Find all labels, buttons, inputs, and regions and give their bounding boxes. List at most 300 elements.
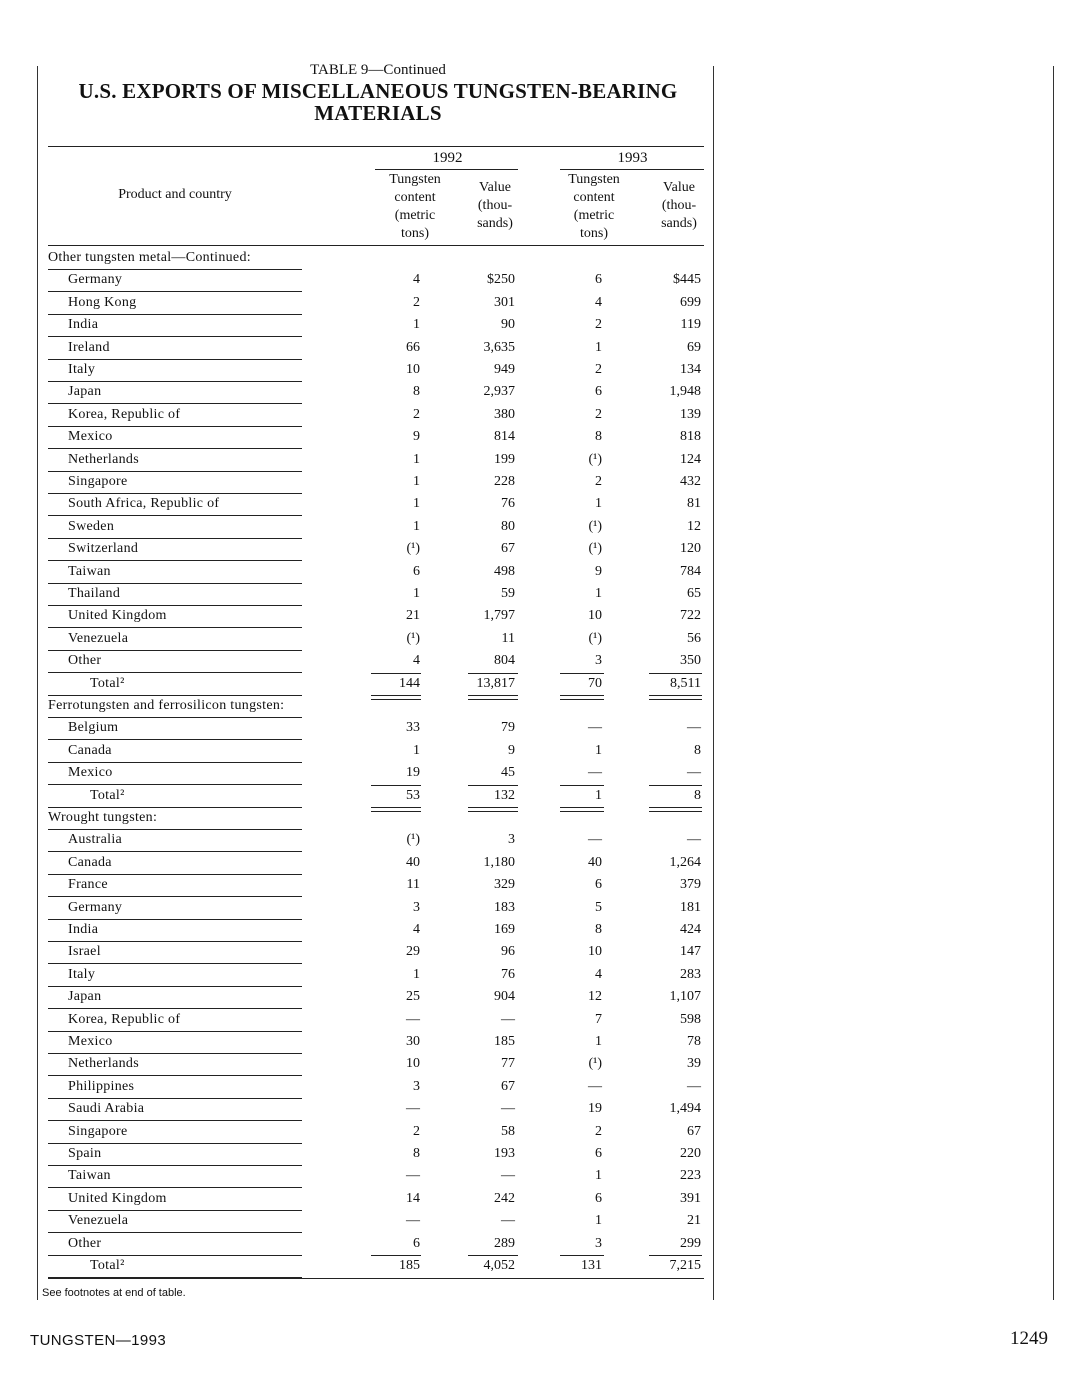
row-rule [48, 515, 302, 516]
cell-tungsten-1992: 53 [406, 788, 420, 803]
table-row [0, 741, 720, 763]
cell-tungsten-1993: 19 [588, 1101, 602, 1116]
header-text: sands) [661, 216, 697, 231]
cell-tungsten-1992: 4 [413, 653, 420, 668]
cell-tungsten-1992: 10 [406, 1056, 420, 1071]
row-rule [48, 672, 302, 673]
cell-value-1993: 1,948 [669, 384, 701, 399]
cell-value-1992: — [501, 1101, 515, 1116]
cell-value-1992: 169 [494, 922, 515, 937]
country-label: Saudi Arabia [68, 1101, 145, 1116]
country-label: Canada [68, 743, 112, 758]
cell-tungsten-1992: 3 [413, 1079, 420, 1094]
row-rule [48, 784, 302, 785]
cell-tungsten-1992: 144 [399, 676, 420, 691]
footnote: See footnotes at end of table. [42, 1287, 186, 1299]
table-row [0, 472, 720, 494]
country-label: India [68, 317, 99, 332]
row-rule [48, 627, 302, 628]
cell-tungsten-1993: 1 [595, 1034, 602, 1049]
cell-value-1992: 183 [494, 900, 515, 915]
cell-tungsten-1993: — [588, 832, 602, 847]
total-label: Total² [90, 1258, 125, 1273]
cell-value-1993: 139 [680, 407, 701, 422]
bottom-rule [48, 1278, 704, 1279]
sum-rule [371, 1255, 421, 1256]
cell-tungsten-1993: 70 [588, 676, 602, 691]
cell-value-1993: 21 [687, 1213, 701, 1228]
table-row [0, 1166, 720, 1188]
cell-value-1993: 65 [687, 586, 701, 601]
cell-tungsten-1993: 2 [595, 362, 602, 377]
cell-tungsten-1993: 4 [595, 967, 602, 982]
table-row [0, 606, 720, 628]
table-row [0, 562, 720, 584]
cell-tungsten-1992: 1 [413, 967, 420, 982]
cell-value-1993: 1,494 [669, 1101, 701, 1116]
cell-value-1993: 432 [680, 474, 701, 489]
cell-value-1993: — [687, 1079, 701, 1094]
cell-value-1992: 949 [494, 362, 515, 377]
cell-value-1992: 3,635 [483, 340, 515, 355]
cell-tungsten-1992: 3 [413, 900, 420, 915]
cell-tungsten-1993: 8 [595, 429, 602, 444]
value-header-1992 [458, 179, 532, 233]
cell-tungsten-1993: 12 [588, 989, 602, 1004]
cell-tungsten-1992: 185 [399, 1258, 420, 1273]
cell-value-1993: 424 [680, 922, 701, 937]
header-text: (metric [573, 208, 615, 223]
total-row [0, 1256, 720, 1278]
cell-value-1993: — [687, 765, 701, 780]
country-label: Philippines [68, 1079, 135, 1094]
cell-tungsten-1993: 6 [595, 877, 602, 892]
cell-value-1993: 12 [687, 519, 701, 534]
cell-tungsten-1992: (¹) [406, 631, 420, 646]
tungsten-content-header-1992 [375, 171, 455, 243]
country-label: Germany [68, 272, 123, 287]
cell-tungsten-1992: 1 [413, 452, 420, 467]
row-rule [48, 403, 302, 404]
country-label: Korea, Republic of [68, 407, 181, 422]
table-row [0, 1099, 720, 1121]
value-header-1993 [642, 179, 716, 233]
cell-value-1992: 76 [501, 967, 515, 982]
cell-tungsten-1993: — [588, 765, 602, 780]
cell-tungsten-1993: 2 [595, 317, 602, 332]
cell-value-1992: 242 [494, 1191, 515, 1206]
cell-value-1992: 96 [501, 944, 515, 959]
cell-tungsten-1993: 6 [595, 272, 602, 287]
row-rule [48, 1008, 302, 1009]
cell-value-1992: 90 [501, 317, 515, 332]
country-label: South Africa, Republic of [68, 496, 220, 511]
cell-value-1993: 283 [680, 967, 701, 982]
country-label: Singapore [68, 1124, 128, 1139]
cell-tungsten-1992: 10 [406, 362, 420, 377]
cell-value-1993: 81 [687, 496, 701, 511]
cell-tungsten-1992: 66 [406, 340, 420, 355]
sum-rule [649, 785, 702, 786]
cell-tungsten-1992: (¹) [406, 541, 420, 556]
table-row [0, 1144, 720, 1166]
table-row [0, 763, 720, 785]
row-rule [48, 1232, 302, 1233]
cell-tungsten-1992: — [406, 1213, 420, 1228]
section-label: Other tungsten metal—Continued: [48, 250, 251, 265]
table-row [0, 293, 720, 315]
cell-value-1992: 2,937 [483, 384, 515, 399]
country-label: Mexico [68, 1034, 113, 1049]
total-label: Total² [90, 676, 125, 691]
cell-value-1993: 722 [680, 608, 701, 623]
country-label: France [68, 877, 108, 892]
cell-tungsten-1993: 2 [595, 474, 602, 489]
cell-tungsten-1992: 6 [413, 1236, 420, 1251]
country-label: United Kingdom [68, 608, 167, 623]
country-label: Venezuela [68, 631, 129, 646]
country-label: Israel [68, 944, 101, 959]
country-label: Taiwan [68, 1168, 111, 1183]
cell-tungsten-1993: 4 [595, 295, 602, 310]
cell-value-1993: 299 [680, 1236, 701, 1251]
table-row [0, 718, 720, 740]
product-country-header: Product and country [118, 187, 232, 202]
cell-value-1992: 193 [494, 1146, 515, 1161]
cell-value-1992: 77 [501, 1056, 515, 1071]
cell-value-1992: 289 [494, 1236, 515, 1251]
row-rule [48, 963, 302, 964]
sum-rule [560, 785, 604, 786]
header-bottom-rule [48, 245, 704, 246]
cell-tungsten-1992: 8 [413, 384, 420, 399]
cell-value-1992: 904 [494, 989, 515, 1004]
table-row [0, 987, 720, 1009]
cell-tungsten-1993: 1 [595, 743, 602, 758]
tungsten-content-header-1993 [554, 171, 634, 243]
cell-tungsten-1993: 3 [595, 1236, 602, 1251]
cell-value-1993: $445 [673, 272, 701, 287]
table-row [0, 539, 720, 561]
cell-value-1993: 379 [680, 877, 701, 892]
cell-tungsten-1992: 14 [406, 1191, 420, 1206]
cell-tungsten-1993: 6 [595, 1191, 602, 1206]
year-1992-rule [375, 169, 518, 170]
cell-tungsten-1992: 29 [406, 944, 420, 959]
cell-value-1992: 380 [494, 407, 515, 422]
cell-value-1992: 80 [501, 519, 515, 534]
row-rule [48, 1187, 302, 1188]
header-text: (thou- [477, 198, 513, 213]
cell-value-1992: 11 [501, 631, 515, 646]
cell-value-1993: 223 [680, 1168, 701, 1183]
table-row [0, 629, 720, 651]
table-row [0, 517, 720, 539]
country-label: Netherlands [68, 452, 139, 467]
cell-value-1993: 78 [687, 1034, 701, 1049]
title-line-1: U.S. EXPORTS OF MISCELLANEOUS TUNGSTEN-BEARING [78, 79, 678, 103]
country-label: India [68, 922, 99, 937]
cell-tungsten-1993: 9 [595, 564, 602, 579]
cell-value-1992: 67 [501, 1079, 515, 1094]
cell-value-1992: 301 [494, 295, 515, 310]
section-header-row [0, 696, 720, 718]
section-header-row [0, 248, 720, 270]
cell-tungsten-1993: 1 [595, 788, 602, 803]
table-row [0, 338, 720, 360]
cell-tungsten-1993: 40 [588, 855, 602, 870]
cell-tungsten-1992: 9 [413, 429, 420, 444]
cell-value-1992: 13,817 [476, 676, 515, 691]
country-label: Spain [68, 1146, 102, 1161]
header-text: (thou- [661, 198, 697, 213]
cell-value-1992: 79 [501, 720, 515, 735]
table-title [0, 80, 756, 124]
cell-value-1993: 124 [680, 452, 701, 467]
row-rule [48, 448, 302, 449]
cell-tungsten-1993: 3 [595, 653, 602, 668]
cell-value-1992: 185 [494, 1034, 515, 1049]
country-label: Italy [68, 967, 96, 982]
cell-tungsten-1992: 4 [413, 272, 420, 287]
year-1992: 1992 [432, 150, 463, 166]
row-rule [48, 1120, 302, 1121]
cell-tungsten-1993: 1 [595, 340, 602, 355]
cell-tungsten-1993: 1 [595, 1168, 602, 1183]
cell-tungsten-1992: 2 [413, 407, 420, 422]
country-label: Mexico [68, 429, 113, 444]
cell-tungsten-1992: — [406, 1168, 420, 1183]
cell-tungsten-1992: 21 [406, 608, 420, 623]
cell-value-1993: 147 [680, 944, 701, 959]
cell-tungsten-1992: (¹) [406, 832, 420, 847]
cell-value-1992: — [501, 1213, 515, 1228]
cell-tungsten-1993: 1 [595, 496, 602, 511]
header-text: Value [663, 180, 695, 195]
table-row [0, 965, 720, 987]
table-row [0, 875, 720, 897]
cell-value-1992: 76 [501, 496, 515, 511]
table-row [0, 427, 720, 449]
cell-tungsten-1993: (¹) [588, 541, 602, 556]
cell-tungsten-1992: 40 [406, 855, 420, 870]
header-text: Value [479, 180, 511, 195]
table-row [0, 584, 720, 606]
table-row [0, 494, 720, 516]
cell-tungsten-1993: (¹) [588, 631, 602, 646]
cell-value-1993: 39 [687, 1056, 701, 1071]
cell-tungsten-1993: 8 [595, 922, 602, 937]
country-label: Germany [68, 900, 123, 915]
cell-value-1993: 220 [680, 1146, 701, 1161]
cell-tungsten-1993: 5 [595, 900, 602, 915]
page-right-border [1053, 66, 1054, 1300]
cell-value-1992: 1,180 [483, 855, 515, 870]
cell-tungsten-1992: 1 [413, 496, 420, 511]
table-row [0, 651, 720, 673]
cell-tungsten-1992: 2 [413, 295, 420, 310]
country-label: Mexico [68, 765, 113, 780]
total-label: Total² [90, 788, 125, 803]
cell-tungsten-1992: 2 [413, 1124, 420, 1139]
country-label: Sweden [68, 519, 115, 534]
sum-rule [371, 673, 421, 674]
cell-tungsten-1993: 10 [588, 944, 602, 959]
cell-value-1993: 818 [680, 429, 701, 444]
cell-value-1993: 784 [680, 564, 701, 579]
header-text: content [573, 190, 615, 205]
cell-tungsten-1992: 19 [406, 765, 420, 780]
cell-value-1993: 8 [694, 743, 701, 758]
sum-rule [468, 1255, 518, 1256]
sum-rule [649, 673, 702, 674]
cell-tungsten-1993: 2 [595, 1124, 602, 1139]
country-label: Switzerland [68, 541, 139, 556]
table-row [0, 1211, 720, 1233]
title-line-2: MATERIALS [314, 101, 442, 125]
country-label: United Kingdom [68, 1191, 167, 1206]
cell-tungsten-1992: 6 [413, 564, 420, 579]
cell-tungsten-1992: — [406, 1012, 420, 1027]
cell-value-1993: — [687, 720, 701, 735]
cell-value-1992: — [501, 1168, 515, 1183]
country-label: Ireland [68, 340, 110, 355]
cell-tungsten-1993: 2 [595, 407, 602, 422]
row-rule [48, 739, 302, 740]
cell-tungsten-1992: 1 [413, 743, 420, 758]
header-text: Tungsten [389, 172, 441, 187]
sum-rule [560, 1255, 604, 1256]
cell-tungsten-1992: 8 [413, 1146, 420, 1161]
section-label: Ferrotungsten and ferrosilicon tungsten: [48, 698, 285, 713]
header-top-rule [48, 146, 704, 147]
cell-tungsten-1993: 1 [595, 586, 602, 601]
country-label: Taiwan [68, 564, 111, 579]
table-row [0, 1234, 720, 1256]
cell-value-1993: 120 [680, 541, 701, 556]
cell-tungsten-1993: (¹) [588, 519, 602, 534]
cell-value-1992: 58 [501, 1124, 515, 1139]
table-row [0, 853, 720, 875]
cell-tungsten-1993: — [588, 1079, 602, 1094]
cell-tungsten-1992: 4 [413, 922, 420, 937]
table-row [0, 898, 720, 920]
cell-value-1992: 3 [508, 832, 515, 847]
cell-value-1992: $250 [487, 272, 515, 287]
header-text: content [394, 190, 436, 205]
cell-value-1993: 699 [680, 295, 701, 310]
country-label: Japan [68, 384, 102, 399]
country-label: Australia [68, 832, 123, 847]
total-row [0, 674, 720, 696]
header-text: tons) [580, 226, 608, 241]
total-row [0, 786, 720, 808]
cell-tungsten-1992: 1 [413, 317, 420, 332]
cell-value-1993: 7,215 [669, 1258, 701, 1273]
table-caption: TABLE 9—Continued [310, 62, 446, 78]
country-label: Venezuela [68, 1213, 129, 1228]
cell-value-1993: 391 [680, 1191, 701, 1206]
cell-value-1992: 67 [501, 541, 515, 556]
section-header-row [0, 808, 720, 830]
cell-tungsten-1993: (¹) [588, 452, 602, 467]
cell-tungsten-1992: 1 [413, 519, 420, 534]
cell-value-1992: 9 [508, 743, 515, 758]
cell-tungsten-1992: 11 [406, 877, 420, 892]
cell-value-1993: 598 [680, 1012, 701, 1027]
table-row [0, 942, 720, 964]
table-row [0, 270, 720, 292]
row-rule [48, 336, 302, 337]
cell-tungsten-1992: — [406, 1101, 420, 1116]
cell-value-1993: 56 [687, 631, 701, 646]
cell-value-1992: 1,797 [483, 608, 515, 623]
table-row [0, 360, 720, 382]
cell-value-1993: 350 [680, 653, 701, 668]
cell-value-1993: 181 [680, 900, 701, 915]
cell-value-1992: 45 [501, 765, 515, 780]
row-rule [48, 560, 302, 561]
cell-tungsten-1993: 6 [595, 1146, 602, 1161]
table-row [0, 315, 720, 337]
table-row [0, 1032, 720, 1054]
table-row [0, 405, 720, 427]
country-label: Other [68, 1236, 102, 1251]
cell-tungsten-1993: 7 [595, 1012, 602, 1027]
year-1993: 1993 [617, 150, 648, 166]
cell-value-1992: 199 [494, 452, 515, 467]
cell-value-1993: 1,264 [669, 855, 701, 870]
cell-value-1992: — [501, 1012, 515, 1027]
table-row [0, 450, 720, 472]
cell-value-1993: 69 [687, 340, 701, 355]
country-label: Korea, Republic of [68, 1012, 181, 1027]
sum-rule [371, 785, 421, 786]
cell-tungsten-1993: 1 [595, 1213, 602, 1228]
cell-tungsten-1993: 131 [581, 1258, 602, 1273]
cell-value-1992: 228 [494, 474, 515, 489]
country-label: Hong Kong [68, 295, 137, 310]
cell-tungsten-1992: 30 [406, 1034, 420, 1049]
country-label: Japan [68, 989, 102, 1004]
row-rule [48, 1075, 302, 1076]
country-label: Canada [68, 855, 112, 870]
cell-value-1992: 329 [494, 877, 515, 892]
cell-tungsten-1993: — [588, 720, 602, 735]
cell-value-1993: 8,511 [670, 676, 701, 691]
row-rule [48, 291, 302, 292]
sum-rule [468, 785, 518, 786]
country-label: Belgium [68, 720, 119, 735]
table-row [0, 920, 720, 942]
cell-tungsten-1993: 10 [588, 608, 602, 623]
sum-rule [649, 1255, 702, 1256]
cell-value-1993: 134 [680, 362, 701, 377]
table-row [0, 382, 720, 404]
cell-value-1993: 67 [687, 1124, 701, 1139]
cell-value-1993: 119 [680, 317, 701, 332]
table-row [0, 1189, 720, 1211]
country-label: Italy [68, 362, 96, 377]
table-row [0, 1122, 720, 1144]
cell-tungsten-1992: 25 [406, 989, 420, 1004]
country-label: Other [68, 653, 102, 668]
cell-value-1992: 132 [494, 788, 515, 803]
sum-rule [560, 673, 604, 674]
country-label: Singapore [68, 474, 128, 489]
cell-tungsten-1992: 1 [413, 586, 420, 601]
cell-value-1992: 59 [501, 586, 515, 601]
